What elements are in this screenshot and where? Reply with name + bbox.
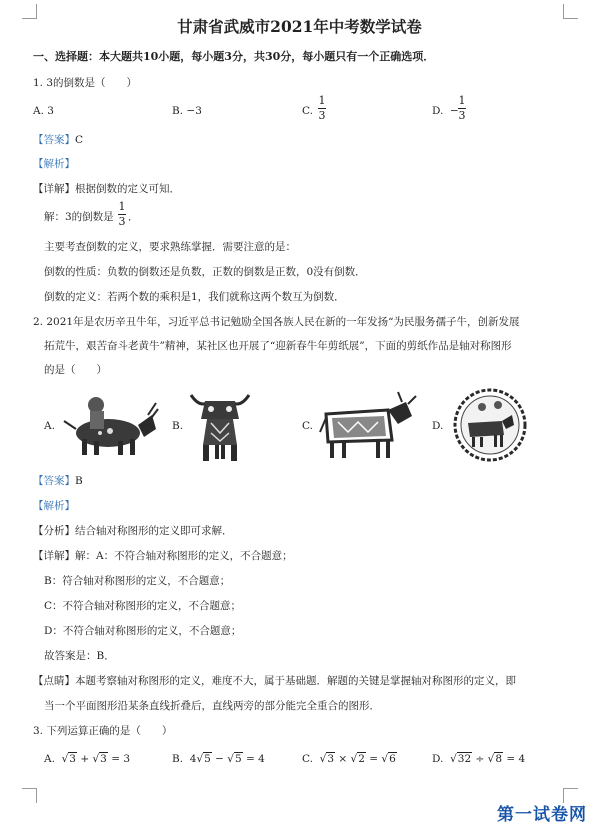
q2-option-d-label: D. xyxy=(432,420,444,432)
question-2-stem: 2. 2021年是农历辛丑牛年，习近平总书记勉励全国各族人民在新的一年发扬“为民服务孺子牛，创新发展 xyxy=(33,316,520,328)
q2-detail-d: D：不符合轴对称图形的定义，不合题意； xyxy=(44,625,242,637)
q1-option-b: B. −3 xyxy=(172,105,202,117)
q2-answer: 【答案】B xyxy=(33,475,83,487)
question-3-stem: 3. 下列运算正确的是（ ） xyxy=(33,725,173,737)
q1-option-a: A. 3 xyxy=(33,105,54,117)
q3-option-c: C. √3 × √2 = √6 xyxy=(302,753,396,765)
q2-detail-b: B：符合轴对称图形的定义，不合题意； xyxy=(44,575,231,587)
q1-option-d-minus: − xyxy=(450,105,459,117)
watermark-logo: 第一试卷网 xyxy=(497,805,587,825)
section-heading: 一、选择题：本大题共10小题，每小题3分，共30分，每小题只有一个正确选项． xyxy=(33,50,435,63)
question-2-stem: 的是（ ） xyxy=(44,364,107,376)
q2-conclusion: 故答案是：B． xyxy=(44,650,115,662)
q1-note: 倒数的性质：负数的倒数还是负数，正数的倒数是正数，0没有倒数． xyxy=(44,266,366,278)
q3-option-d: D. √32 ÷ √8 = 4 xyxy=(432,753,526,765)
ox-papercut-c-image xyxy=(318,388,418,460)
q1-answer: 【答案】C xyxy=(33,134,84,146)
q3-option-a: A. √3 + √3 = 3 xyxy=(44,753,131,765)
q2-analysis-tag: 【解析】 xyxy=(33,500,75,512)
q2-analysis: 【分析】结合轴对称图形的定义即可求解． xyxy=(33,525,233,537)
q1-analysis-tag: 【解析】 xyxy=(33,158,75,170)
q1-solution-fraction: 1 3 xyxy=(118,200,126,228)
q1-note: 主要考查倒数的定义，要求熟练掌握．需要注意的是： xyxy=(44,241,296,253)
q2-detail: 【详解】解：A：不符合轴对称图形的定义，不合题意； xyxy=(33,550,293,562)
q1-note: 倒数的定义：若两个数的乘积是1，我们就称这两个数互为倒数． xyxy=(44,291,345,303)
q1-option-c-label: C. xyxy=(302,105,313,117)
q1-option-d-fraction: 1 3 xyxy=(458,94,466,122)
question-1-stem: 1. 3的倒数是（ ） xyxy=(33,77,138,89)
q2-option-c-label: C. xyxy=(302,420,313,432)
q1-option-d-label: D. xyxy=(432,105,444,117)
q2-option-b-label: B. xyxy=(172,420,184,432)
crop-mark xyxy=(22,788,37,803)
q2-comment: 【点睛】本题考察轴对称图形的定义，难度不大，属于基础题．解题的关键是掌握轴对称图形的定义，即 xyxy=(33,675,516,687)
ox-papercut-d-image xyxy=(452,387,528,463)
crop-mark xyxy=(22,4,37,19)
q2-option-a-label: A. xyxy=(44,420,55,432)
q3-option-b: B. 4√5 − √5 = 4 xyxy=(172,753,265,765)
q1-solution-end: ． xyxy=(128,211,139,223)
page-title: 甘肃省武威市2021年中考数学试卷 xyxy=(177,17,422,36)
q1-solution: 解：3的倒数是 xyxy=(44,211,114,223)
ox-papercut-a-image xyxy=(60,385,160,460)
q1-detail: 【详解】根据倒数的定义可知． xyxy=(33,183,180,195)
question-2-stem: 拓荒牛，艰苦奋斗老黄牛”精神，某社区也开展了“迎新春牛年剪纸展”，下面的剪纸作品是轴对称图形 xyxy=(44,340,512,352)
q2-comment: 当一个平面图形沿某条直线折叠后，直线两旁的部分能完全重合的图形． xyxy=(44,700,380,712)
q2-detail-c: C：不符合轴对称图形的定义，不合题意； xyxy=(44,600,242,612)
crop-mark xyxy=(563,4,578,19)
ox-papercut-b-image xyxy=(185,385,255,463)
q1-option-c-fraction: 1 3 xyxy=(318,94,326,122)
